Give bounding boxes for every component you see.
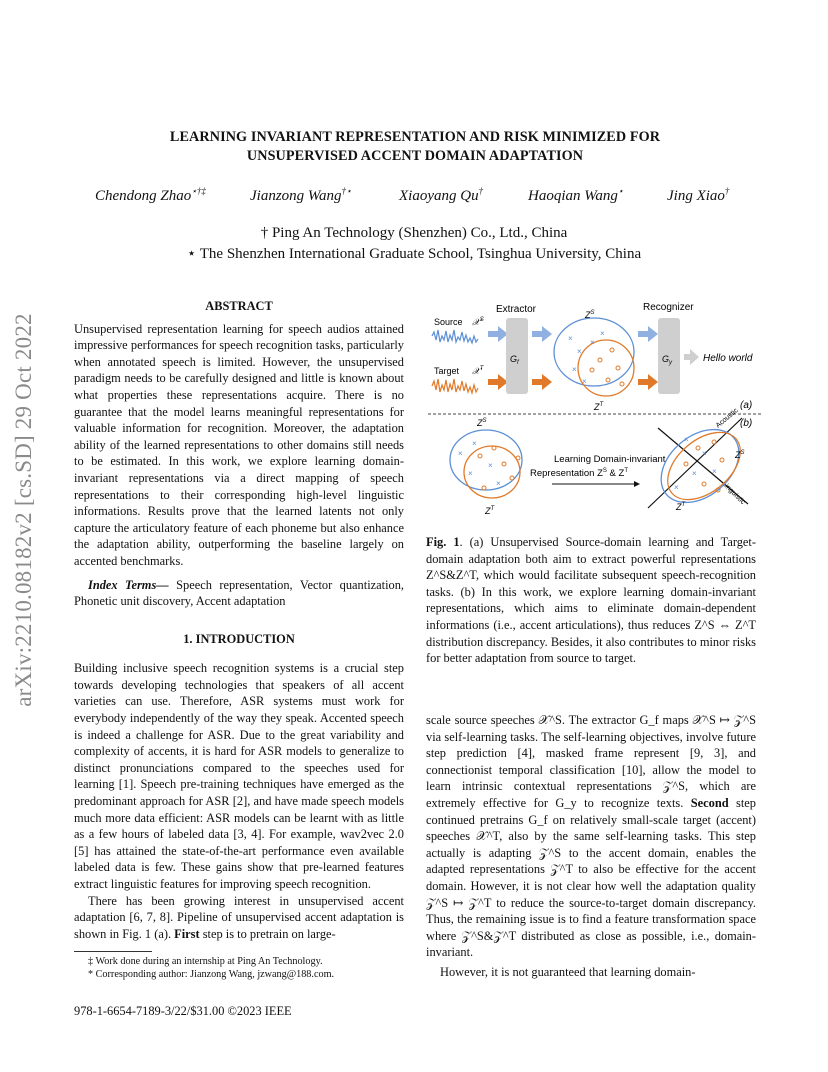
source-label: Source (434, 317, 463, 327)
svg-text:×: × (702, 449, 707, 458)
arrow-target-1 (488, 374, 508, 390)
zs-label-c: $Z^S$ (735, 450, 745, 460)
svg-text:×: × (577, 347, 582, 356)
svg-text:×: × (600, 329, 605, 338)
svg-text:×: × (590, 338, 595, 347)
svg-text:×: × (458, 449, 463, 458)
arrow-source-2 (532, 326, 552, 342)
intro-paragraph-1: Building inclusive speech recognition systems is a crucial step towards developing technologies that speakers of all accent varieties can use. Therefore, ASR systems must work for everybody independently of the way they speak. Accented speech is indeed a challenge for ASR. Due to the great variability and complexity of accents, it is hard for ASR models to generalize to distinct pronunciations compared to the speeches used for learning [1]. Speech pre-training techniques have emerged as the predominant approach for ASR [2], and have made speech models much more data efficient: ASR models can be learnt with as little as a few hours of labeled data [3, 4]. For example, wav2vec 2.0 [5] has attained the state-of-the-art performance even available labeled data is few. These gains show that pre-learned features extract linguistic features for improving speech recognition. (74, 661, 404, 891)
svg-text:×: × (674, 483, 679, 492)
target-distribution (578, 340, 634, 396)
figure-1 (422, 296, 764, 522)
panel-b-label: (b) (740, 418, 753, 429)
footnote-1: ‡ Work done during an internship at Ping An Technology. (88, 956, 323, 967)
arrow-target-3 (638, 374, 658, 390)
learning-arrowhead (634, 481, 640, 487)
svg-text:×: × (712, 467, 717, 476)
linguistic-label: Linguistic (720, 480, 747, 507)
footnote-2: * Corresponding author: Jianzong Wang, jzwang@188.com. (88, 969, 335, 980)
title-line-1: LEARNING INVARIANT REPRESENTATION AND RISK MINIMIZED FOR (169, 129, 661, 145)
xs-symbol: 𝒳$^S$ (472, 317, 484, 327)
output-text: Hello world (703, 353, 753, 364)
author: Jianzong Wang†⋆ (250, 186, 352, 204)
xt-symbol: 𝒳$^T$ (472, 366, 484, 376)
index-terms: Index Terms— Speech representation, Vector quantization, Phonetic unit discovery, Accent adaptation (74, 577, 405, 609)
arrow-output (684, 349, 699, 365)
target-label: Target (434, 366, 460, 376)
arrow-source-1 (488, 326, 508, 342)
source-distribution (554, 318, 634, 386)
source-distribution-b (450, 430, 522, 490)
arxiv-stamp: arXiv:2210.08182v2 [cs.SD] 29 Oct 2022 (11, 313, 36, 707)
gy-symbol: $G_y$ (662, 354, 673, 366)
svg-text:×: × (692, 469, 697, 478)
svg-text:×: × (496, 479, 501, 488)
figure-1-diagram (422, 296, 764, 522)
title-line-2: UNSUPERVISED ACCENT DOMAIN ADAPTATION (246, 148, 584, 164)
right-paragraph-2: However, it is not guaranteed that learning domain- (440, 964, 696, 979)
zt-label-b: $Z^T$ (485, 506, 495, 516)
svg-text:×: × (684, 435, 689, 444)
figure-caption: Fig. 1. (a) Unsupervised Source-domain learning and Target-domain adaptation both aim to extract powerful representations Z^S&Z^T, which would facilitate subsequent speech-recognition tasks. (b) In this work, we explore learning domain-invariant representations, which aims to eliminate domain-dependent informations (i.e., accent articulations), thus reduces Z^S ⇔ Z^T distribution discrepancy. Besides, it also contributes to minor risks for better adaptation from source to target. (426, 535, 756, 666)
intro-paragraph-2: There has been growing interest in unsupervised accent adaptation [6, 7, 8]. Pipeline of unsupervised accent adaptation is shown in Fig. 1 (a). First step is to pretrain on large- (74, 893, 404, 941)
copyright-line: 978-1-6654-7189-3/22/$31.00 ©2023 IEEE (74, 1004, 292, 1018)
author: Haoqian Wang⋆ (528, 186, 624, 204)
zt-label-a: $Z^T$ (594, 402, 604, 412)
source-points-a (568, 329, 605, 386)
affiliation-1: † Ping An Technology (Shenzhen) Co., Ltd., China (260, 225, 568, 241)
extractor-label: Extractor (496, 304, 537, 315)
acoustic-label: Acoustic (714, 407, 740, 430)
source-waveform (432, 330, 478, 343)
learning-text-1: Learning Domain-invariant (554, 454, 666, 465)
intro-heading: 1. INTRODUCTION (183, 631, 295, 646)
svg-text:×: × (568, 334, 573, 343)
svg-text:×: × (572, 365, 577, 374)
recognizer-label: Recognizer (643, 302, 694, 313)
panel-a-label: (a) (740, 400, 753, 411)
right-paragraph-1: scale source speeches 𝒳^S. The extractor G_f maps 𝒳^S ↦ 𝒵^S via self-learning tasks. The self-learning objectives, involve future step prediction [4], masked frame represent [9, 3], and connectionist temporal classification [10], allow the model to learn intrinsic contextual representations 𝒵^S, which are extremely effective for G_y to recognize texts. Second step continued pretrains G_f on relatively small-scale target (accent) speeches 𝒳^T, also by the same self-learning tasks. This step actually is adapting 𝒵^S to the accent domain, enables the adapted representations 𝒵^T to also be effective for the accent domain. However, it is not clear how well the adaptation quality 𝒵^S ↦ 𝒵^T to reduce the source-to-target domain discrepancy. Thus, the remaining issue is to find a feature transformation space where 𝒵^S&𝒵^T distributed as close as possible, i.e., domain-invariant. (426, 713, 756, 960)
gf-symbol: $G_f$ (510, 354, 519, 366)
author: Jing Xiao† (667, 186, 730, 204)
zs-label-a: $Z^S$ (585, 310, 595, 320)
arrow-target-2 (532, 374, 552, 390)
arrow-source-3 (638, 326, 658, 342)
author: Xiaoyang Qu† (399, 186, 484, 204)
zt-label-c: $Z^T$ (676, 502, 686, 512)
author: Chendong Zhao⋆†‡ (95, 186, 206, 204)
paper-title (60, 128, 770, 166)
target-points-c (684, 440, 724, 492)
right-column (426, 712, 756, 981)
learning-text-2: Representation $Z^S$ & $Z^T$ (530, 468, 628, 479)
left-column (74, 298, 404, 942)
svg-text:×: × (468, 469, 473, 478)
footnote-rule (74, 951, 152, 952)
svg-text:×: × (582, 377, 587, 386)
target-points-a (590, 348, 624, 386)
svg-text:×: × (488, 461, 493, 470)
abstract-heading: ABSTRACT (205, 299, 273, 313)
svg-text:×: × (472, 439, 477, 448)
target-waveform (432, 379, 478, 393)
zs-label-b: $Z^S$ (477, 418, 487, 428)
affiliation-2: ⋆ The Shenzhen International Graduate School, Tsinghua University, China (186, 246, 642, 262)
abstract-text: Unsupervised representation learning for speech audios attained impressive performances for speech recognition tasks, particularly when annotated speech is limited. However, the unsupervised paradigm needs to be carefully designed and little is known about what properties these representations acquire. There is no guarantee that the model learns meaningful representations for valuable information for recognition. Moreover, the adaptation ability of the learned representations to other domains still needs to be estimated. In this work, we explore learning domain-invariant representations via a direct mapping of speech representations to their corresponding high-level linguistic informations. Results prove that the learned latents not only capture the articulatory feature of each phoneme but also enhance the adaptation ability, outperforming the baseline largely on accented benchmarks. (74, 321, 404, 568)
